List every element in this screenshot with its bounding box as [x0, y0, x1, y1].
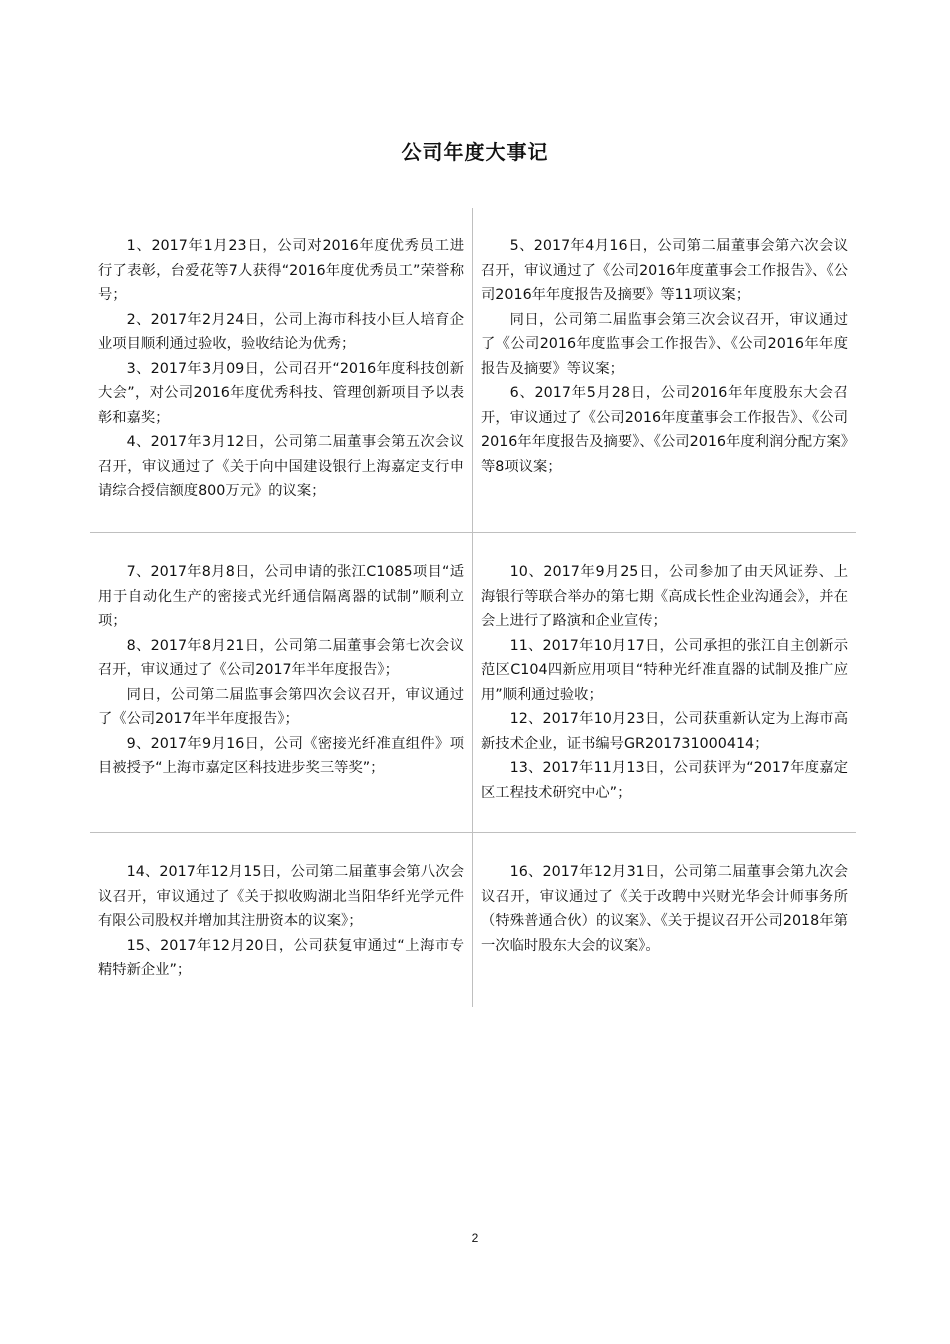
- events-row: [90, 533, 856, 833]
- event-entry: 3、2017年3月09日，公司召开“2016年度科技创新大会”，对公司2016年度优秀科技、管理创新项目予以表彰和嘉奖；: [98, 360, 464, 426]
- event-entry: 8、2017年8月21日，公司第二届董事会第七次会议召开，审议通过了《公司2017年半年度报告》；: [98, 637, 464, 678]
- event-entry: 6、2017年5月28日，公司2016年年度股东大会召开，审议通过了《公司2016年度董事会工作报告》、《公司2016年年度报告及摘要》、《公司2016年度利润分配方案》等8项议案；: [481, 385, 848, 475]
- event-entry: 4、2017年3月12日，公司第二届董事会第五次会议召开，审议通过了《关于向中国建设银行上海嘉定支行申请综合授信额度800万元》的议案；: [98, 434, 464, 499]
- events-cell-left: [90, 208, 473, 532]
- event-entry: 1、2017年1月23日，公司对2016年度优秀员工进行了表彰，台爱花等7人获得“2016年度优秀员工”荣誉称号；: [98, 238, 464, 303]
- event-entry: 15、2017年12月20日，公司获复审通过“上海市专精特新企业”；: [98, 937, 464, 978]
- event-entry: 13、2017年11月13日，公司获评为“2017年度嘉定区工程技术研究中心”；: [481, 760, 848, 801]
- event-entry: 16、2017年12月31日，公司第二届董事会第九次会议召开，审议通过了《关于改聘中兴财光华会计师事务所（特殊普通合伙）的议案》、《关于提议召开公司2018年第一次临时股东大会的议案》。: [481, 864, 848, 954]
- event-entry: 同日，公司第二届监事会第三次会议召开，审议通过了《公司2016年度监事会工作报告》、《公司2016年年度报告及摘要》等议案；: [481, 311, 848, 377]
- event-entry: 12、2017年10月23日，公司获重新认定为上海市高新技术企业，证书编号GR201731000414；: [481, 711, 848, 752]
- event-entry: 5、2017年4月16日，公司第二届董事会第六次会议召开，审议通过了《公司2016年度董事会工作报告》、《公司2016年年度报告及摘要》等11项议案；: [481, 238, 848, 303]
- event-entry: 14、2017年12月15日，公司第二届董事会第八次会议召开，审议通过了《关于拟收购湖北当阳华纤光学元件有限公司股权并增加其注册资本的议案》；: [98, 864, 464, 929]
- events-cell-right: [473, 533, 856, 832]
- events-cell-right: [473, 833, 856, 1007]
- event-entry: 2、2017年2月24日，公司上海市科技小巨人培育企业项目顺利通过验收，验收结论为优秀；: [98, 311, 464, 352]
- event-entry: 11、2017年10月17日，公司承担的张江自主创新示范区C104四新应用项目“特种光纤准直器的试制及推广应用”顺利通过验收；: [481, 637, 848, 703]
- event-entry: 9、2017年9月16日，公司《密接光纤准直组件》项目被授予“上海市嘉定区科技进步奖三等奖”；: [98, 735, 464, 776]
- events-cell-left: [90, 533, 473, 832]
- page-number: 2: [471, 1231, 479, 1245]
- event-entry: 10、2017年9月25日，公司参加了由天风证券、上海银行等联合举办的第七期《高成长性企业沟通会》，并在会上进行了路演和企业宣传；: [481, 564, 848, 629]
- events-cell-right: [473, 208, 856, 532]
- events-cell-left: [90, 833, 473, 1007]
- event-entry: 同日，公司第二届监事会第四次会议召开，审议通过了《公司2017年半年度报告》；: [98, 686, 464, 727]
- events-row: [90, 833, 856, 1007]
- events-table: [90, 208, 856, 1007]
- event-entry: 7、2017年8月8日，公司申请的张江C1085项目“适用于自动化生产的密接式光纤通信隔离器的试制”顺利立项；: [98, 564, 464, 629]
- events-row: [90, 208, 856, 533]
- page-title: 公司年度大事记: [401, 140, 549, 164]
